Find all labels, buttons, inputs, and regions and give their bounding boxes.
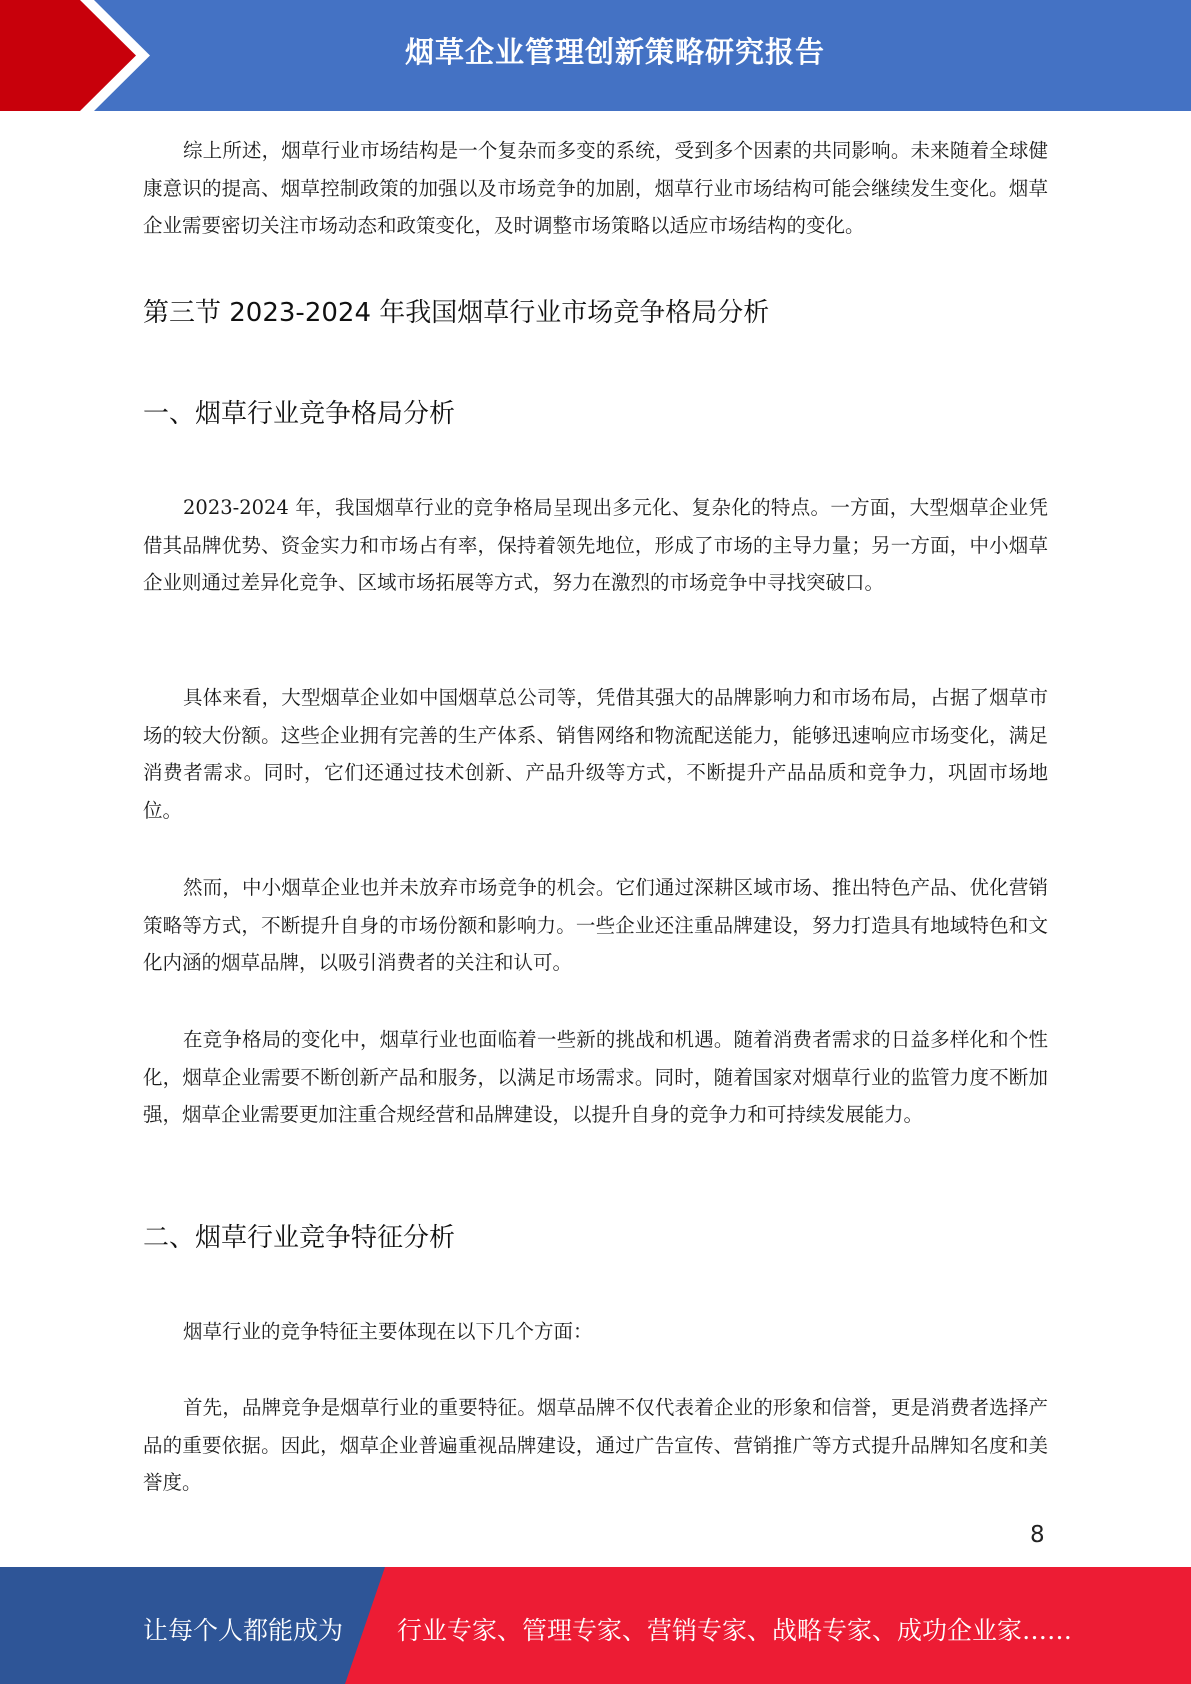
subsection-2-paragraph-1: 烟草行业的竞争特征主要体现在以下几个方面： bbox=[183, 1320, 593, 1343]
subsection-1-paragraph-1: 2023-2024 年，我国烟草行业的竞争格局呈现出多元化、复杂化的特点。一方面，大型烟草企业凭借其品牌优势、资金实力和市场占有率，保持着领先地位，形成了市场的主导力量；另一方面，中小烟草企业则通过差异化竞争、区域市场拓展等方式，努力在激烈的市场竞争中寻找突破口。 bbox=[143, 496, 1048, 594]
page-number: 8 bbox=[1030, 1522, 1045, 1548]
footer-slogan-right: 行业专家、管理专家、营销专家、战略专家、成功企业家…… bbox=[397, 1616, 1073, 1645]
subsection-1-heading: 一、烟草行业竞争格局分析 bbox=[143, 399, 456, 429]
subsection-1-paragraph-4: 在竞争格局的变化中，烟草行业也面临着一些新的挑战和机遇。随着消费者需求的日益多样化和个性化，烟草企业需要不断创新产品和服务，以满足市场需求。同时，随着国家对烟草行业的监管力度不断加强，烟草企业需要更加注重合规经营和品牌建设，以提升自身的竞争力和可持续发展能力。 bbox=[143, 1028, 1048, 1126]
section-heading: 第三节 2023-2024 年我国烟草行业市场竞争格局分析 bbox=[143, 298, 770, 328]
subsection-1-paragraph-3: 然而，中小烟草企业也并未放弃市场竞争的机会。它们通过深耕区域市场、推出特色产品、优化营销策略等方式，不断提升自身的市场份额和影响力。一些企业还注重品牌建设，努力打造具有地域特色和文化内涵的烟草品牌，以吸引消费者的关注和认可。 bbox=[143, 876, 1048, 974]
report-title: 烟草企业管理创新策略研究报告 bbox=[404, 35, 825, 69]
footer-slogan-left: 让每个人都能成为 bbox=[143, 1616, 344, 1645]
page-header bbox=[0, 0, 1191, 111]
subsection-2-paragraph-2: 首先，品牌竞争是烟草行业的重要特征。烟草品牌不仅代表着企业的形象和信誉，更是消费者选择产品的重要依据。因此，烟草企业普遍重视品牌建设，通过广告宣传、营销推广等方式提升品牌知名度和美誉度。 bbox=[143, 1396, 1048, 1494]
intro-paragraph: 综上所述，烟草行业市场结构是一个复杂而多变的系统，受到多个因素的共同影响。未来随着全球健康意识的提高、烟草控制政策的加强以及市场竞争的加剧，烟草行业市场结构可能会继续发生变化。烟草企业需要密切关注市场动态和政策变化，及时调整市场策略以适应市场结构的变化。 bbox=[143, 139, 1048, 237]
page-footer bbox=[0, 1567, 1191, 1684]
subsection-2-heading: 二、烟草行业竞争特征分析 bbox=[143, 1223, 456, 1253]
subsection-1-paragraph-2: 具体来看，大型烟草企业如中国烟草总公司等，凭借其强大的品牌影响力和市场布局，占据了烟草市场的较大份额。这些企业拥有完善的生产体系、销售网络和物流配送能力，能够迅速响应市场变化，满足消费者需求。同时，它们还通过技术创新、产品升级等方式，不断提升产品品质和竞争力，巩固市场地位。 bbox=[143, 686, 1048, 822]
